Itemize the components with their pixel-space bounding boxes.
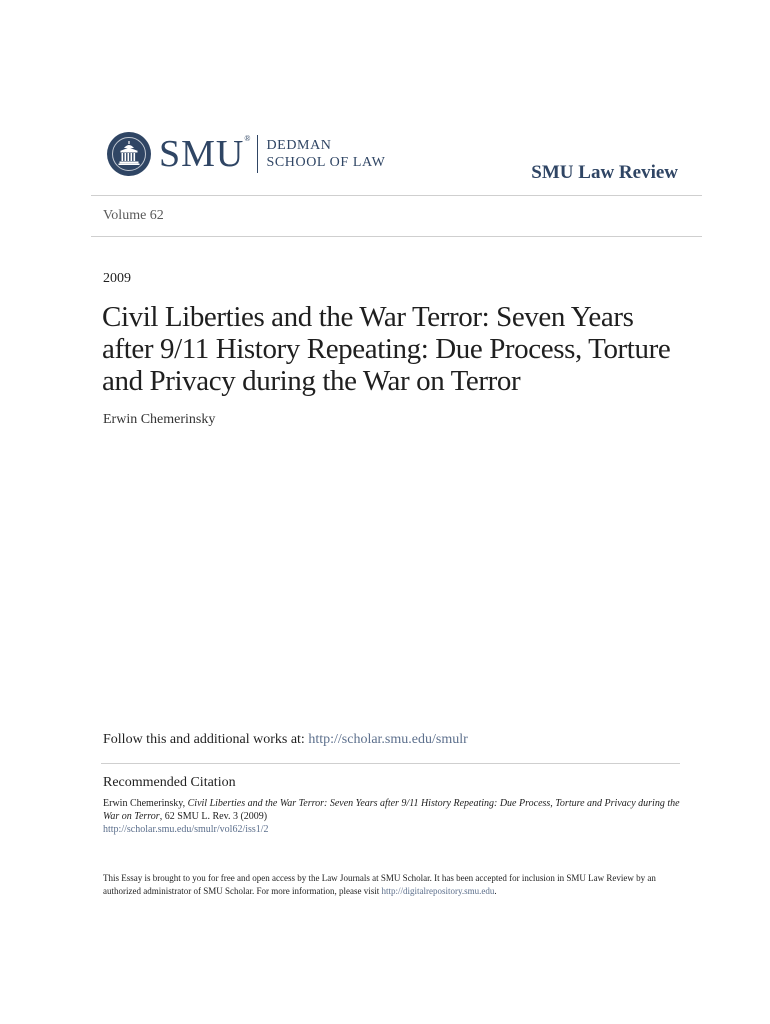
volume-link[interactable]: Volume 62: [103, 208, 164, 223]
divider-top: [91, 195, 702, 196]
logo-school-name: [266, 137, 385, 171]
article-title[interactable]: Civil Liberties and the War Terror: Seven Years after 9/11 History Repeating: Due Process, Torture and Privacy during the War on Terror: [102, 301, 671, 397]
registered-mark: ®: [244, 134, 252, 143]
author-name[interactable]: Erwin Chemerinsky: [103, 412, 216, 427]
notice-url-link[interactable]: http://digitalrepository.smu.edu: [381, 886, 495, 896]
citation-title: Civil Liberties and the War Terror: Seven Years after 9/11 History Repeating: Due Process, Torture and Privacy during the War on Terror: [103, 798, 680, 822]
recommended-citation-heading: Recommended Citation: [103, 775, 236, 790]
journal-name-link[interactable]: SMU Law Review: [531, 162, 678, 183]
divider-volume: [91, 236, 702, 237]
follow-prefix: Follow this and additional works at:: [103, 732, 309, 747]
citation-url-link[interactable]: http://scholar.smu.edu/smulr/vol62/iss1/2: [103, 824, 269, 835]
citation-source: , 62 SMU L. Rev. 3 (2009): [159, 811, 268, 822]
citation-text: [103, 797, 683, 836]
school-line-1: DEDMAN: [266, 138, 332, 153]
logo-smu-wordmark: SMU®: [159, 133, 252, 175]
notice-text: This Essay is brought to you for free and open access by the Law Journals at SMU Scholar. It has been accepted for inclusion in SMU Law Review by an authorized administrator of SMU Scholar. For more information, please visit: [103, 873, 656, 896]
citation-author: Erwin Chemerinsky,: [103, 798, 188, 809]
publication-year: 2009: [103, 271, 131, 286]
dallas-hall-icon: [111, 136, 147, 172]
divider-follow: [101, 763, 680, 764]
follow-url-link[interactable]: http://scholar.smu.edu/smulr: [308, 732, 468, 747]
notice-end: .: [494, 886, 497, 896]
smu-dallas-hall-seal-icon: [107, 132, 151, 176]
follow-line: [103, 732, 468, 748]
logo-divider: [257, 135, 258, 173]
access-notice: [103, 872, 688, 898]
school-line-2: SCHOOL OF LAW: [266, 155, 386, 170]
smu-dedman-logo[interactable]: [107, 130, 385, 178]
